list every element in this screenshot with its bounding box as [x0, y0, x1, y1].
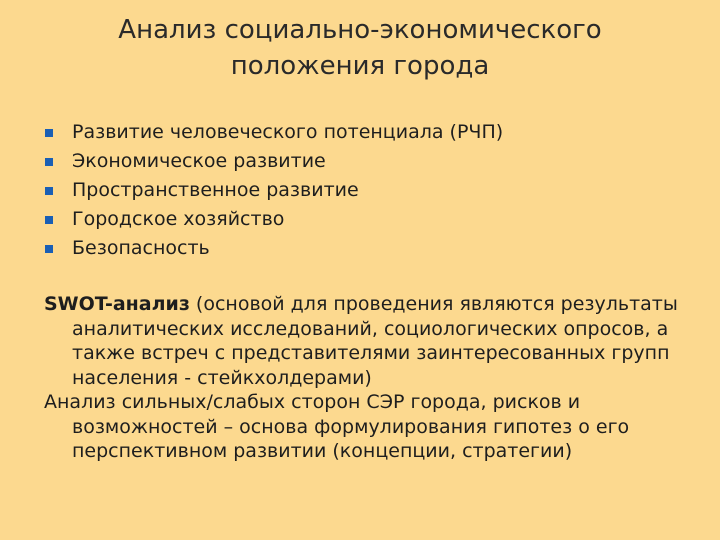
- bullet-text: Развитие человеческого потенциала (РЧП): [72, 121, 504, 143]
- analysis-paragraph: Анализ сильных/слабых сторон СЭР города, рисков и возможностей – основа формулирования гипотез о его перспективном развитии (концепции, стратегии): [44, 391, 630, 462]
- bullet-text: Городское хозяйство: [72, 208, 285, 230]
- list-item: [44, 147, 503, 176]
- list-item: [44, 205, 503, 234]
- square-bullet-icon: [45, 187, 53, 195]
- slide-title: [40, 12, 680, 84]
- bullet-text: Пространственное развитие: [72, 179, 359, 201]
- bullet-list: [44, 118, 503, 263]
- square-bullet-icon: [45, 129, 53, 137]
- square-bullet-icon: [45, 245, 53, 253]
- list-item: [44, 234, 503, 263]
- square-bullet-icon: [45, 216, 53, 224]
- swot-description: (основой для проведения являются результаты аналитических исследований, социологических опросов, а также встреч с представителями заинтересованных групп населения - стейкхолдерами): [72, 293, 678, 389]
- body-text: [44, 292, 684, 464]
- title-line-2: положения города: [230, 51, 490, 81]
- swot-heading: SWOT-анализ: [44, 293, 190, 315]
- title-line-1: Анализ социально-экономического: [118, 15, 602, 45]
- bullet-text: Безопасность: [72, 237, 210, 259]
- bullet-text: Экономическое развитие: [72, 150, 326, 172]
- list-item: [44, 176, 503, 205]
- list-item: [44, 118, 503, 147]
- swot-paragraph: [44, 292, 684, 390]
- square-bullet-icon: [45, 158, 53, 166]
